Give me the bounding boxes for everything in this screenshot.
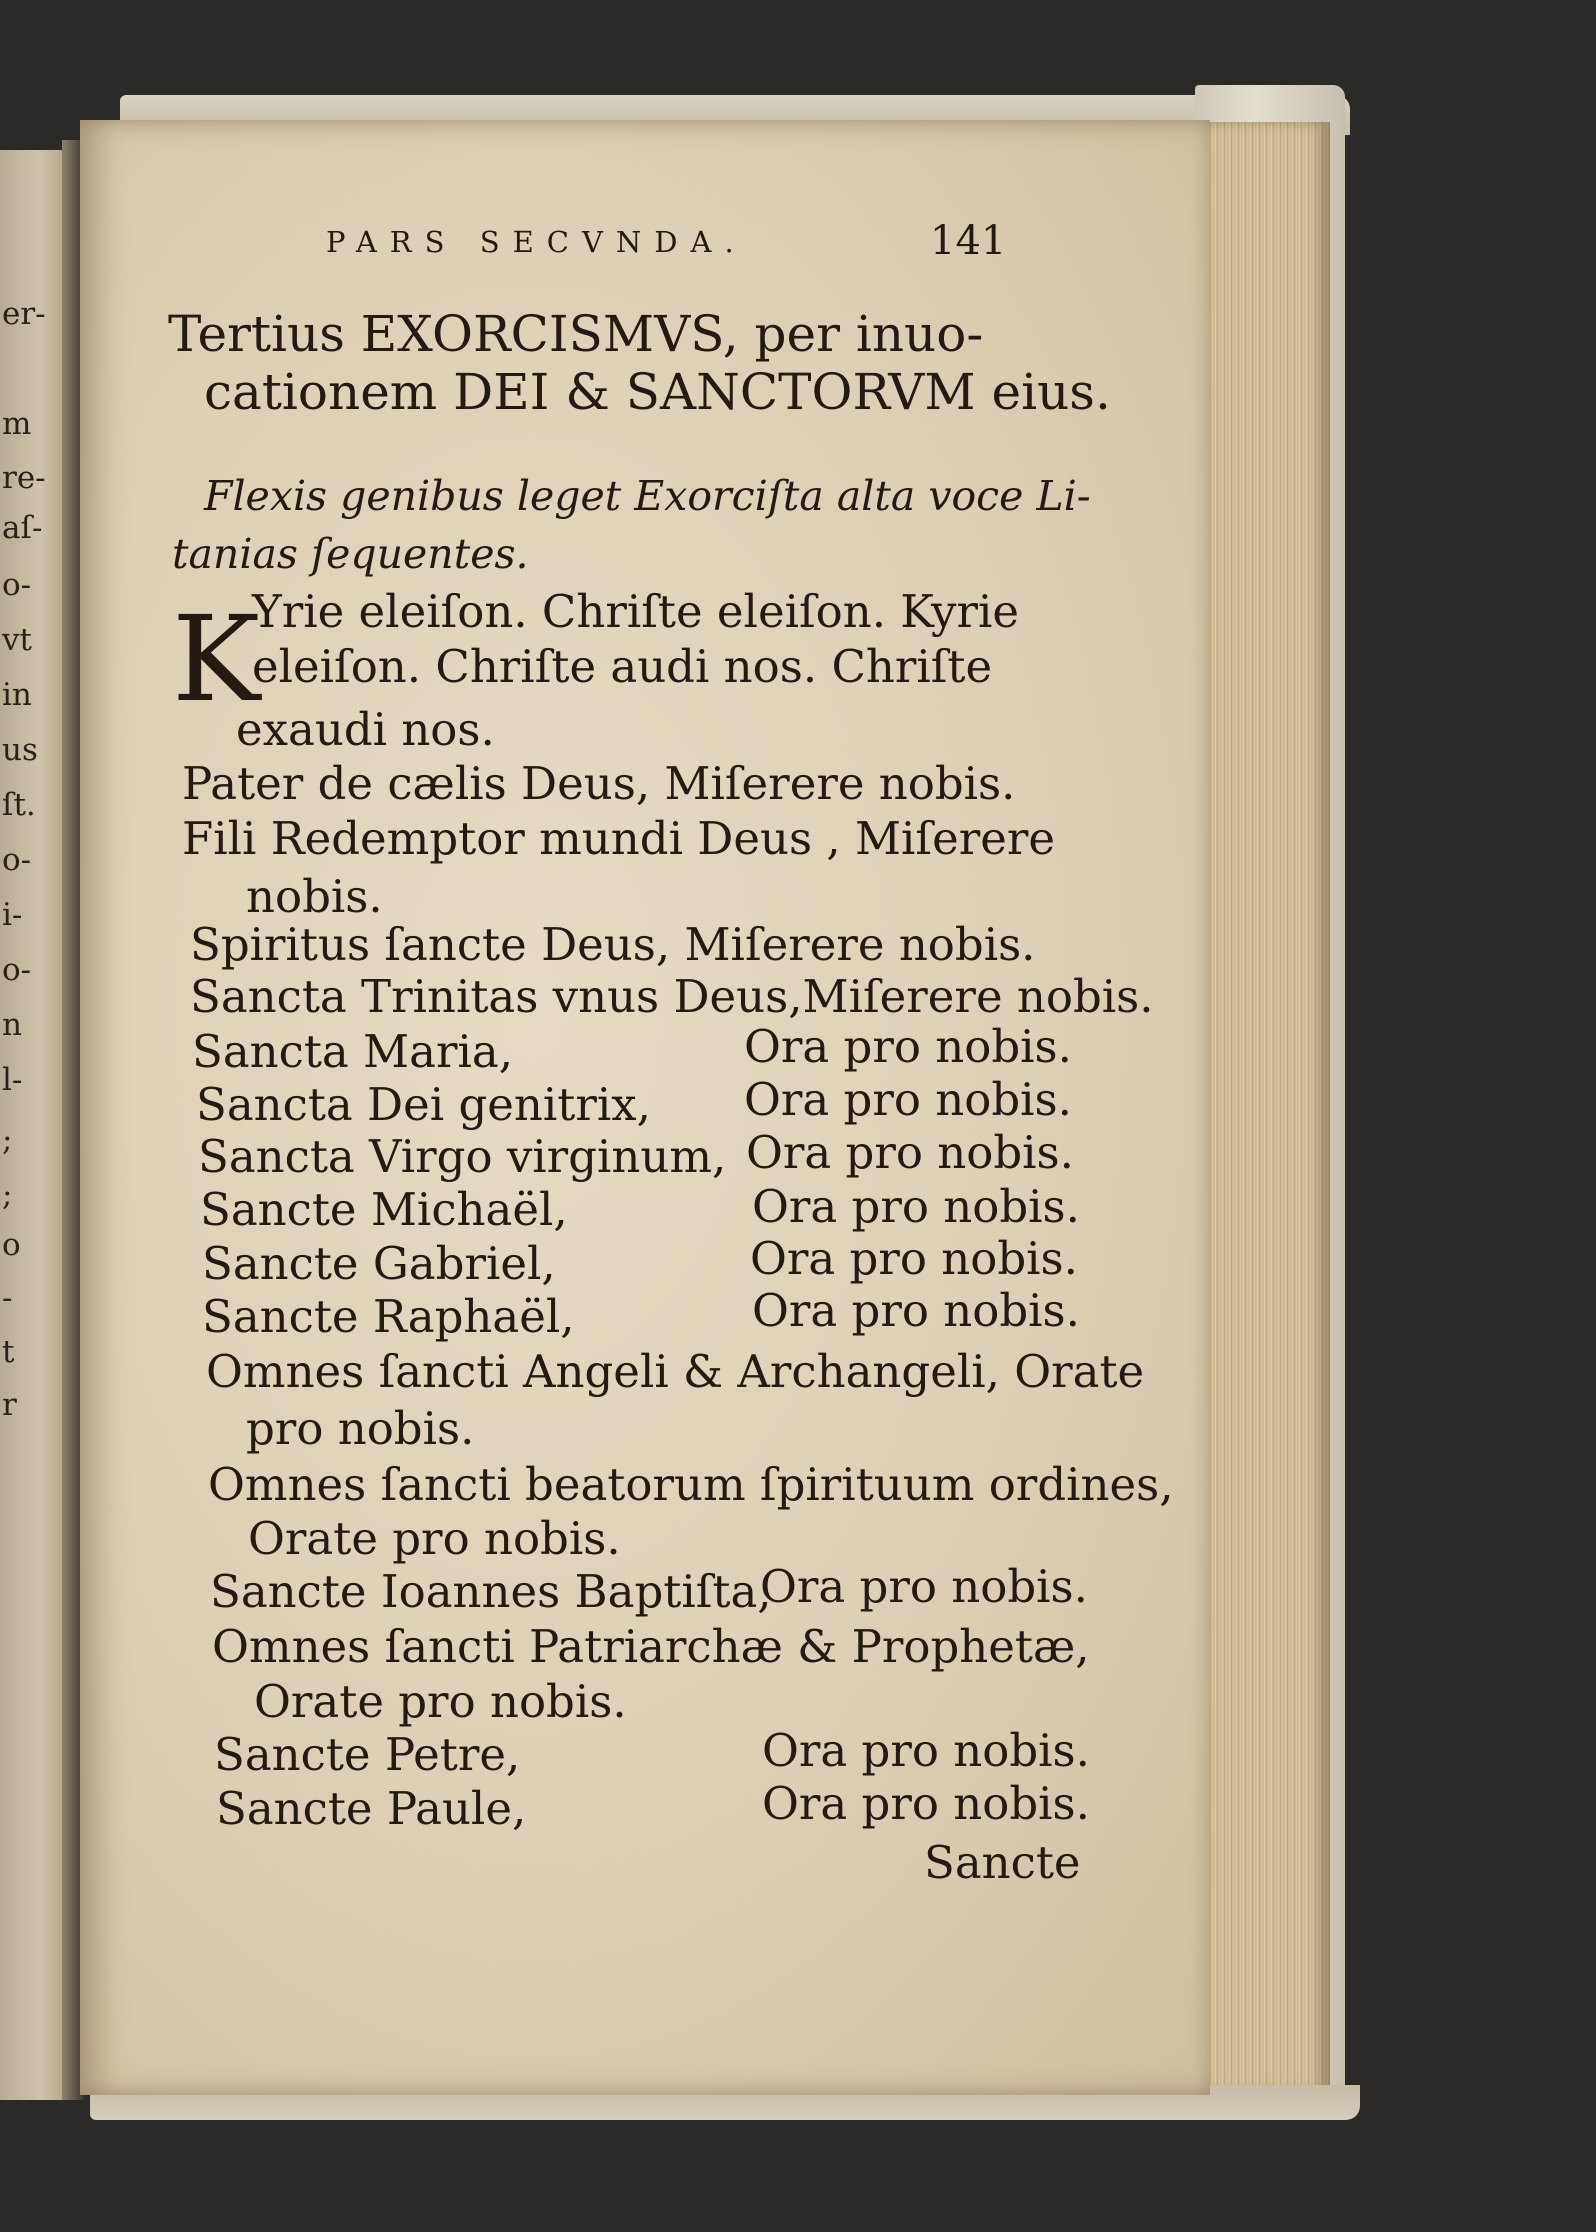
litany-response: Ora pro nobis. (752, 1284, 1080, 1337)
litany-response: Ora pro nobis. (762, 1724, 1090, 1777)
litany-response: Ora pro nobis. (744, 1073, 1072, 1126)
page-number: 141 (930, 218, 1007, 264)
litany-opening-line: eleiſon. Chriſte audi nos. Chriſte (252, 640, 993, 693)
litany-line: Orate pro nobis. (254, 1675, 627, 1728)
litany-invocation: Sancta Virgo virginum, (198, 1130, 727, 1183)
litany-line: Fili Redemptor mundi Deus , Miſerere (182, 812, 1055, 865)
title-line-1: Tertius EXORCISMVS, per inuo- (168, 305, 984, 363)
litany-line: Omnes ſancti Patriarchæ & Prophetæ, (212, 1620, 1090, 1673)
litany-invocation: Sancte Paule, (216, 1782, 527, 1835)
litany-line: Orate pro nobis. (248, 1512, 621, 1565)
drop-cap: K (172, 590, 261, 728)
litany-response: Ora pro nobis. (752, 1180, 1080, 1233)
rubric-line-2: tanias ſequentes. (172, 530, 529, 578)
litany-response: Ora pro nobis. (744, 1020, 1072, 1073)
litany-line: pro nobis. (246, 1402, 475, 1455)
litany-invocation: Sancta Dei genitrix, (196, 1078, 651, 1131)
litany-opening-line: exaudi nos. (236, 703, 495, 756)
litany-opening-line: Yrie eleiſon. Chriſte eleiſon. Kyrie (252, 585, 1019, 638)
catchword: Sancte (924, 1836, 1081, 1889)
litany-line: nobis. (246, 870, 383, 923)
litany-line: Omnes ſancti Angeli & Archangeli, Orate (206, 1345, 1145, 1398)
litany-invocation: Sancte Petre, (214, 1728, 521, 1781)
litany-invocation: Sancta Maria, (192, 1025, 513, 1078)
litany-response: Ora pro nobis. (760, 1560, 1088, 1613)
litany-response: Ora pro nobis. (746, 1126, 1074, 1179)
litany-response: Ora pro nobis. (762, 1777, 1090, 1830)
litany-response: Ora pro nobis. (750, 1232, 1078, 1285)
title-line-2: cationem DEI & SANCTORVM eius. (204, 363, 1111, 421)
litany-invocation: Sancte Michaël, (200, 1183, 568, 1236)
litany-line: Pater de cælis Deus, Miſerere nobis. (182, 757, 1016, 810)
litany-line: Sancta Trinitas vnus Deus,Miſerere nobis. (190, 970, 1154, 1023)
litany-line: Spiritus ſancte Deus, Miſerere nobis. (190, 918, 1036, 971)
litany-line: Omnes ſancti beatorum ſpirituum ordines, (208, 1458, 1174, 1511)
litany-invocation: Sancte Ioannes Baptiſta, (210, 1565, 772, 1618)
litany-invocation: Sancte Gabriel, (202, 1237, 556, 1290)
litany-invocation: Sancte Raphaël, (202, 1290, 575, 1343)
rubric-line-1: Flexis genibus leget Exorciſta alta voce Li- (204, 472, 1091, 520)
running-head: PARS SECVNDA. (326, 225, 747, 259)
